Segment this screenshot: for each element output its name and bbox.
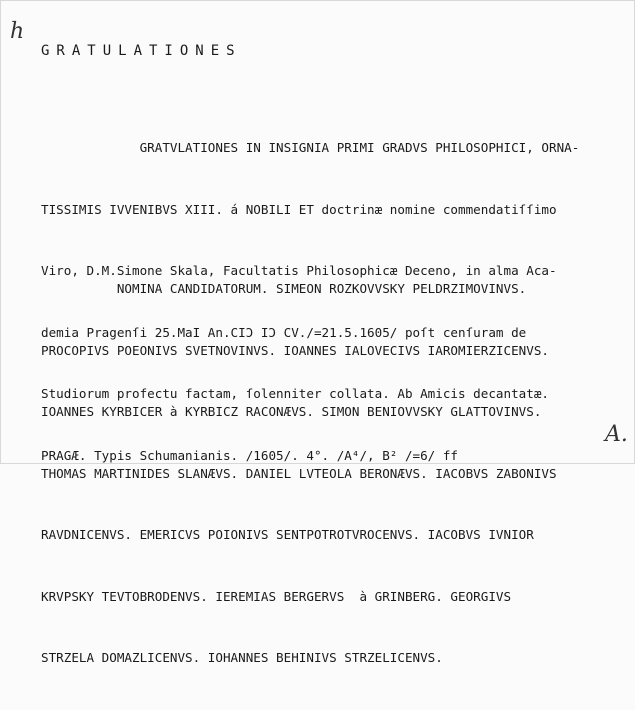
card-heading: GRATULATIONES <box>41 43 242 59</box>
candidates-line: IOANNES KYRBICER à KYRBICZ RACONÆVS. SIMON BENIOVVSKY GLATTOVINVS. <box>41 404 542 419</box>
entry-line: GRATVLATIONES IN INSIGNIA PRIMI GRADVS PHILOSOPHICI, ORNA- <box>41 140 580 155</box>
candidates-line: THOMAS MARTINIDES SLANÆVS. DANIEL LVTEOLA BERONÆVS. IACOBVS ZABONIVS <box>41 465 557 481</box>
entry-line: TISSIMIS IVVENIBVS XIII. á NOBILI ET doctrinæ nomine commendatiſſimo <box>41 201 557 217</box>
candidates-list <box>41 238 557 710</box>
candidates-line: PROCOPIVS POEONIVS SVETNOVINVS. IOANNES IALOVECIVS IAROMIERZICENVS. <box>41 342 549 358</box>
entry-line: demia Pragenſi 25.MaI An.CIƆ IƆ CV./=21.5.1605/ poſt cenſuram de <box>41 324 527 340</box>
candidates-line: KRVPSKY TEVTOBRODENVS. IEREMIAS BERGERVS à GRINBERG. GEORGIVS <box>41 588 512 604</box>
handwritten-mark-top-left: h <box>10 19 25 44</box>
candidates-line: RAVDNICENVS. EMERICVS POIONIVS SENTPOTROTVROCENVS. IACOBVS IVNIOR <box>41 527 534 542</box>
entry-line: Viro, D.M.Simone Skala, Facultatis Philosophicæ Deceno, in alma Aca- <box>41 263 557 278</box>
candidates-line: NOMINA CANDIDATORUM. SIMEON ROZKOVVSKY PELDRZIMOVINVS. <box>41 281 527 296</box>
entry-line: PRAGÆ. Typis Schumanianis. /1605/. 4°. /A⁴/, B² /=6/ ff <box>41 447 459 463</box>
handwritten-mark-bottom-right: A. <box>605 422 628 447</box>
entry-line: Studiorum profectu factam, ſolenniter collata. Ab Amicis decantatæ. <box>41 386 549 401</box>
candidates-line: STRZELA DOMAZLICENVS. IOHANNES BEHINIVS STRZELICENVS. <box>41 650 443 665</box>
